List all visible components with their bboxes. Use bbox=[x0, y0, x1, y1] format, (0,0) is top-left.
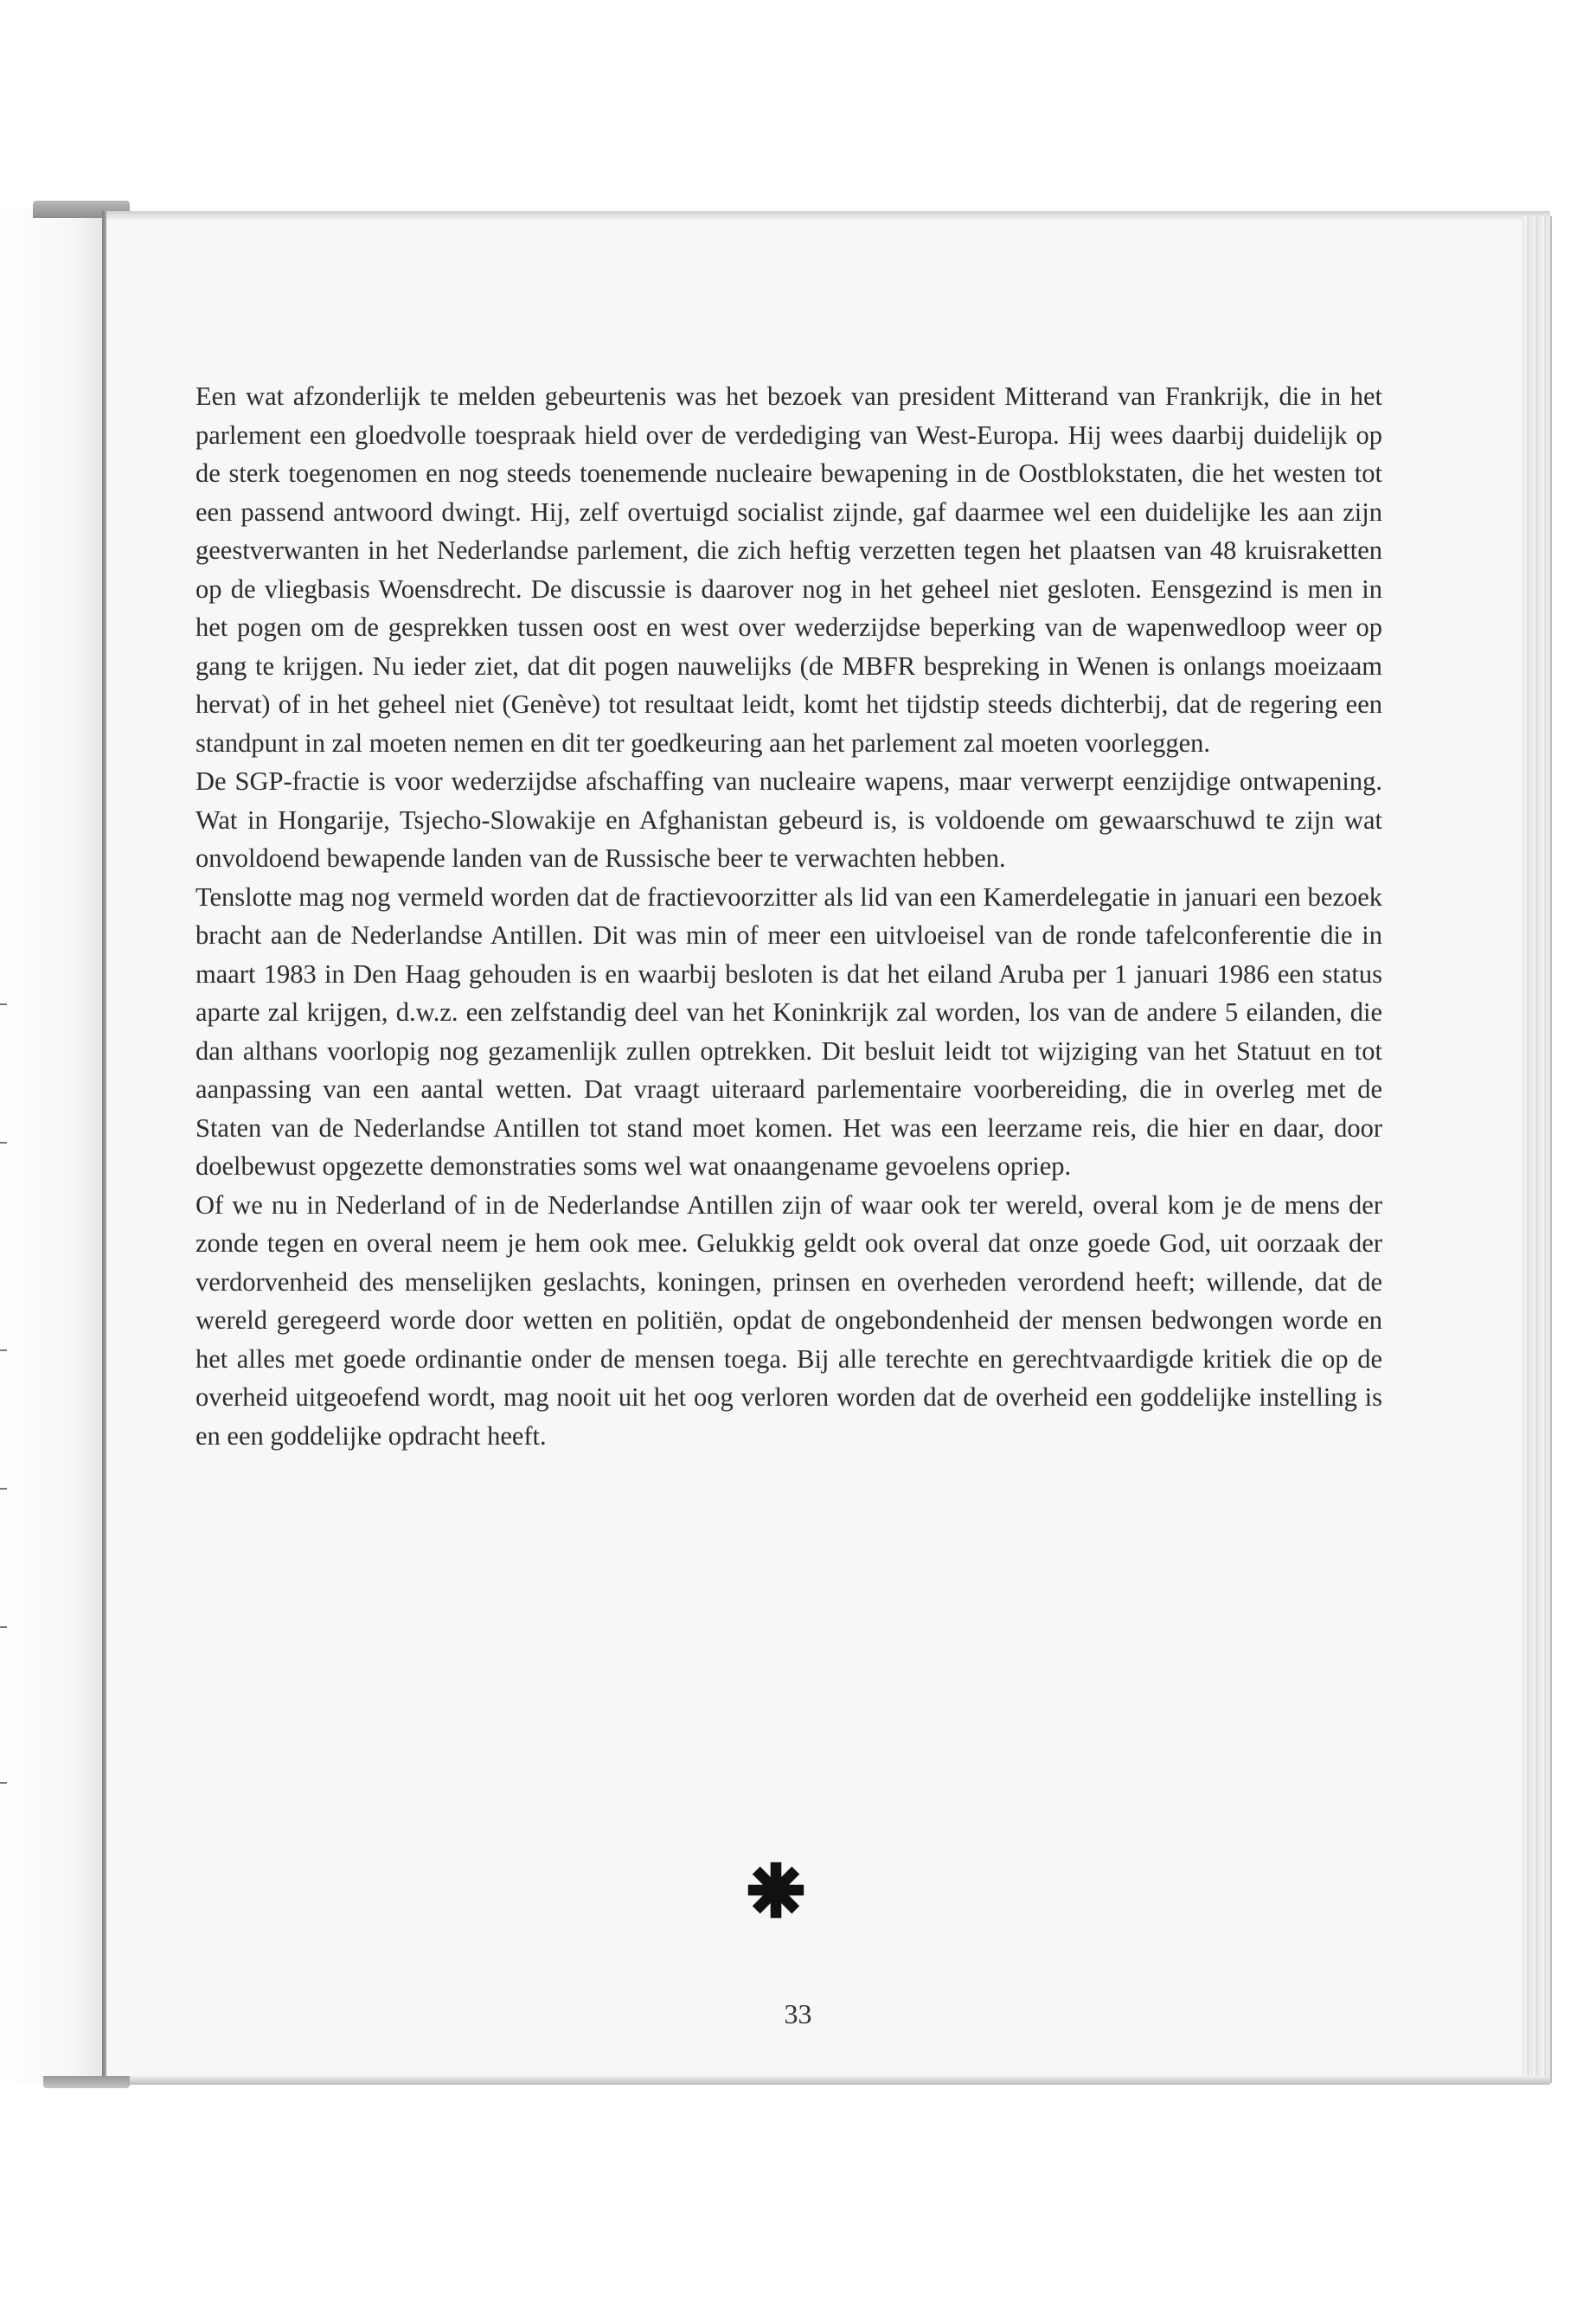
margin-mark bbox=[0, 1488, 7, 1490]
body-text bbox=[195, 377, 1382, 1455]
paragraph-antillen: Tenslotte mag nog vermeld worden dat de fractievoorzitter als lid van een Kamerdelegatie in januari een bezoek bracht aan de Nederlandse Antillen. Dit was min of meer een uitvloeisel van de ronde tafelconferentie die in maart 1983 in Den Haag gehouden is en waarbij besloten is dat het eiland Aruba per 1 januari 1986 een status aparte zal krijgen, d.w.z. een zelfstandig deel van het Koninkrijk zal worden, los van de andere 5 eilanden, die dan althans voorlopig nog gezamenlijk zullen optrekken. Dit besluit leidt tot wijziging van het Statuut en tot aanpassing van een aantal wetten. Dat vraagt uiteraard parlementaire voorbereiding, die in overleg met de Staten van de Nederlandse Antillen tot stand moet komen. Het was een leerzame reis, die hier en daar, door doelbewust opgezette demonstraties soms wel wat onaangename gevoelens opriep. bbox=[195, 881, 1382, 1181]
margin-mark bbox=[0, 1782, 7, 1784]
margin-mark bbox=[0, 1142, 7, 1144]
margin-mark bbox=[0, 1349, 7, 1351]
margin-mark bbox=[0, 1626, 7, 1628]
paragraph-mitterand: Een wat afzonderlijk te melden gebeurtenis was het bezoek van president Mitterand van Frankrijk, die in het parlement een gloedvolle toespraak hield over de verdediging van West-Europa. Hij wees daarbij duidelijk op de sterk toegenomen en nog steeds toenemende nucleaire bewapening in de Oostblokstaten, die het westen tot een passend antwoord dwingt. Hij, zelf overtuigd socialist zijnde, gaf daarmee wel een duidelijke les aan zijn geestverwanten in het Nederlandse parlement, die zich heftig verzetten tegen het plaatsen van 48 kruisraketten op de vliegbasis Woensdrecht. De discussie is daarover nog in het geheel niet gesloten. Eensgezind is men in het pogen om de gesprekken tussen oost en west over wederzijdse beperking van de wapenwedloop weer op gang te krijgen. Nu ieder ziet, dat dit pogen nauwelijks (de MBFR bespreking in Wenen is onlangs moeizaam hervat) of in het geheel niet (Genève) tot resultaat leidt, komt het tijdstip steeds dichterbij, dat de regering een standpunt in zal moeten nemen en dit ter goedkeuring aan het parlement zal moeten voorleggen. bbox=[195, 381, 1382, 758]
margin-mark bbox=[0, 1003, 7, 1005]
paragraph-sgp-fractie: De SGP-fractie is voor wederzijdse afschaffing van nucleaire wapens, maar verwerpt eenzijdige ontwapening. Wat in Hongarije, Tsjecho-Slowakije en Afghanistan gebeurd is, is voldoende om gewaarschuwd te zijn wat onvoldoend bewapende landen van de Russische beer te verwachten hebben. bbox=[195, 766, 1382, 873]
paragraph-overheid: Of we nu in Nederland of in de Nederlandse Antillen zijn of waar ook ter wereld, overal kom je de mens der zonde tegen en overal neem je hem ook mee. Gelukkig geldt ook overal dat onze goede God, uit oorzaak der verdorvenheid des menselijken geslachts, koningen, prinsen en overheden verordend heeft; willende, dat de wereld geregeerd worde door wetten en politiën, opdat de ongebondenheid der mensen bedwongen worde en het alles met goede ordinantie onder de mensen toega. Bij alle terechte en gerechtvaardigde kritiek die op de overheid uitgeoefend wordt, mag nooit uit het oog verloren worden dat de overheid een goddelijke instelling is en een goddelijke opdracht heeft. bbox=[195, 1189, 1382, 1451]
page-stack-edges bbox=[1522, 216, 1552, 2083]
gutter-shadow bbox=[102, 211, 106, 2083]
spine-cap-bottom bbox=[43, 2076, 130, 2088]
page-number: 33 bbox=[784, 1998, 812, 2029]
asterisk-icon bbox=[746, 1860, 806, 1920]
page-bottom-edge bbox=[106, 2076, 1550, 2085]
book-binding bbox=[0, 208, 102, 2083]
